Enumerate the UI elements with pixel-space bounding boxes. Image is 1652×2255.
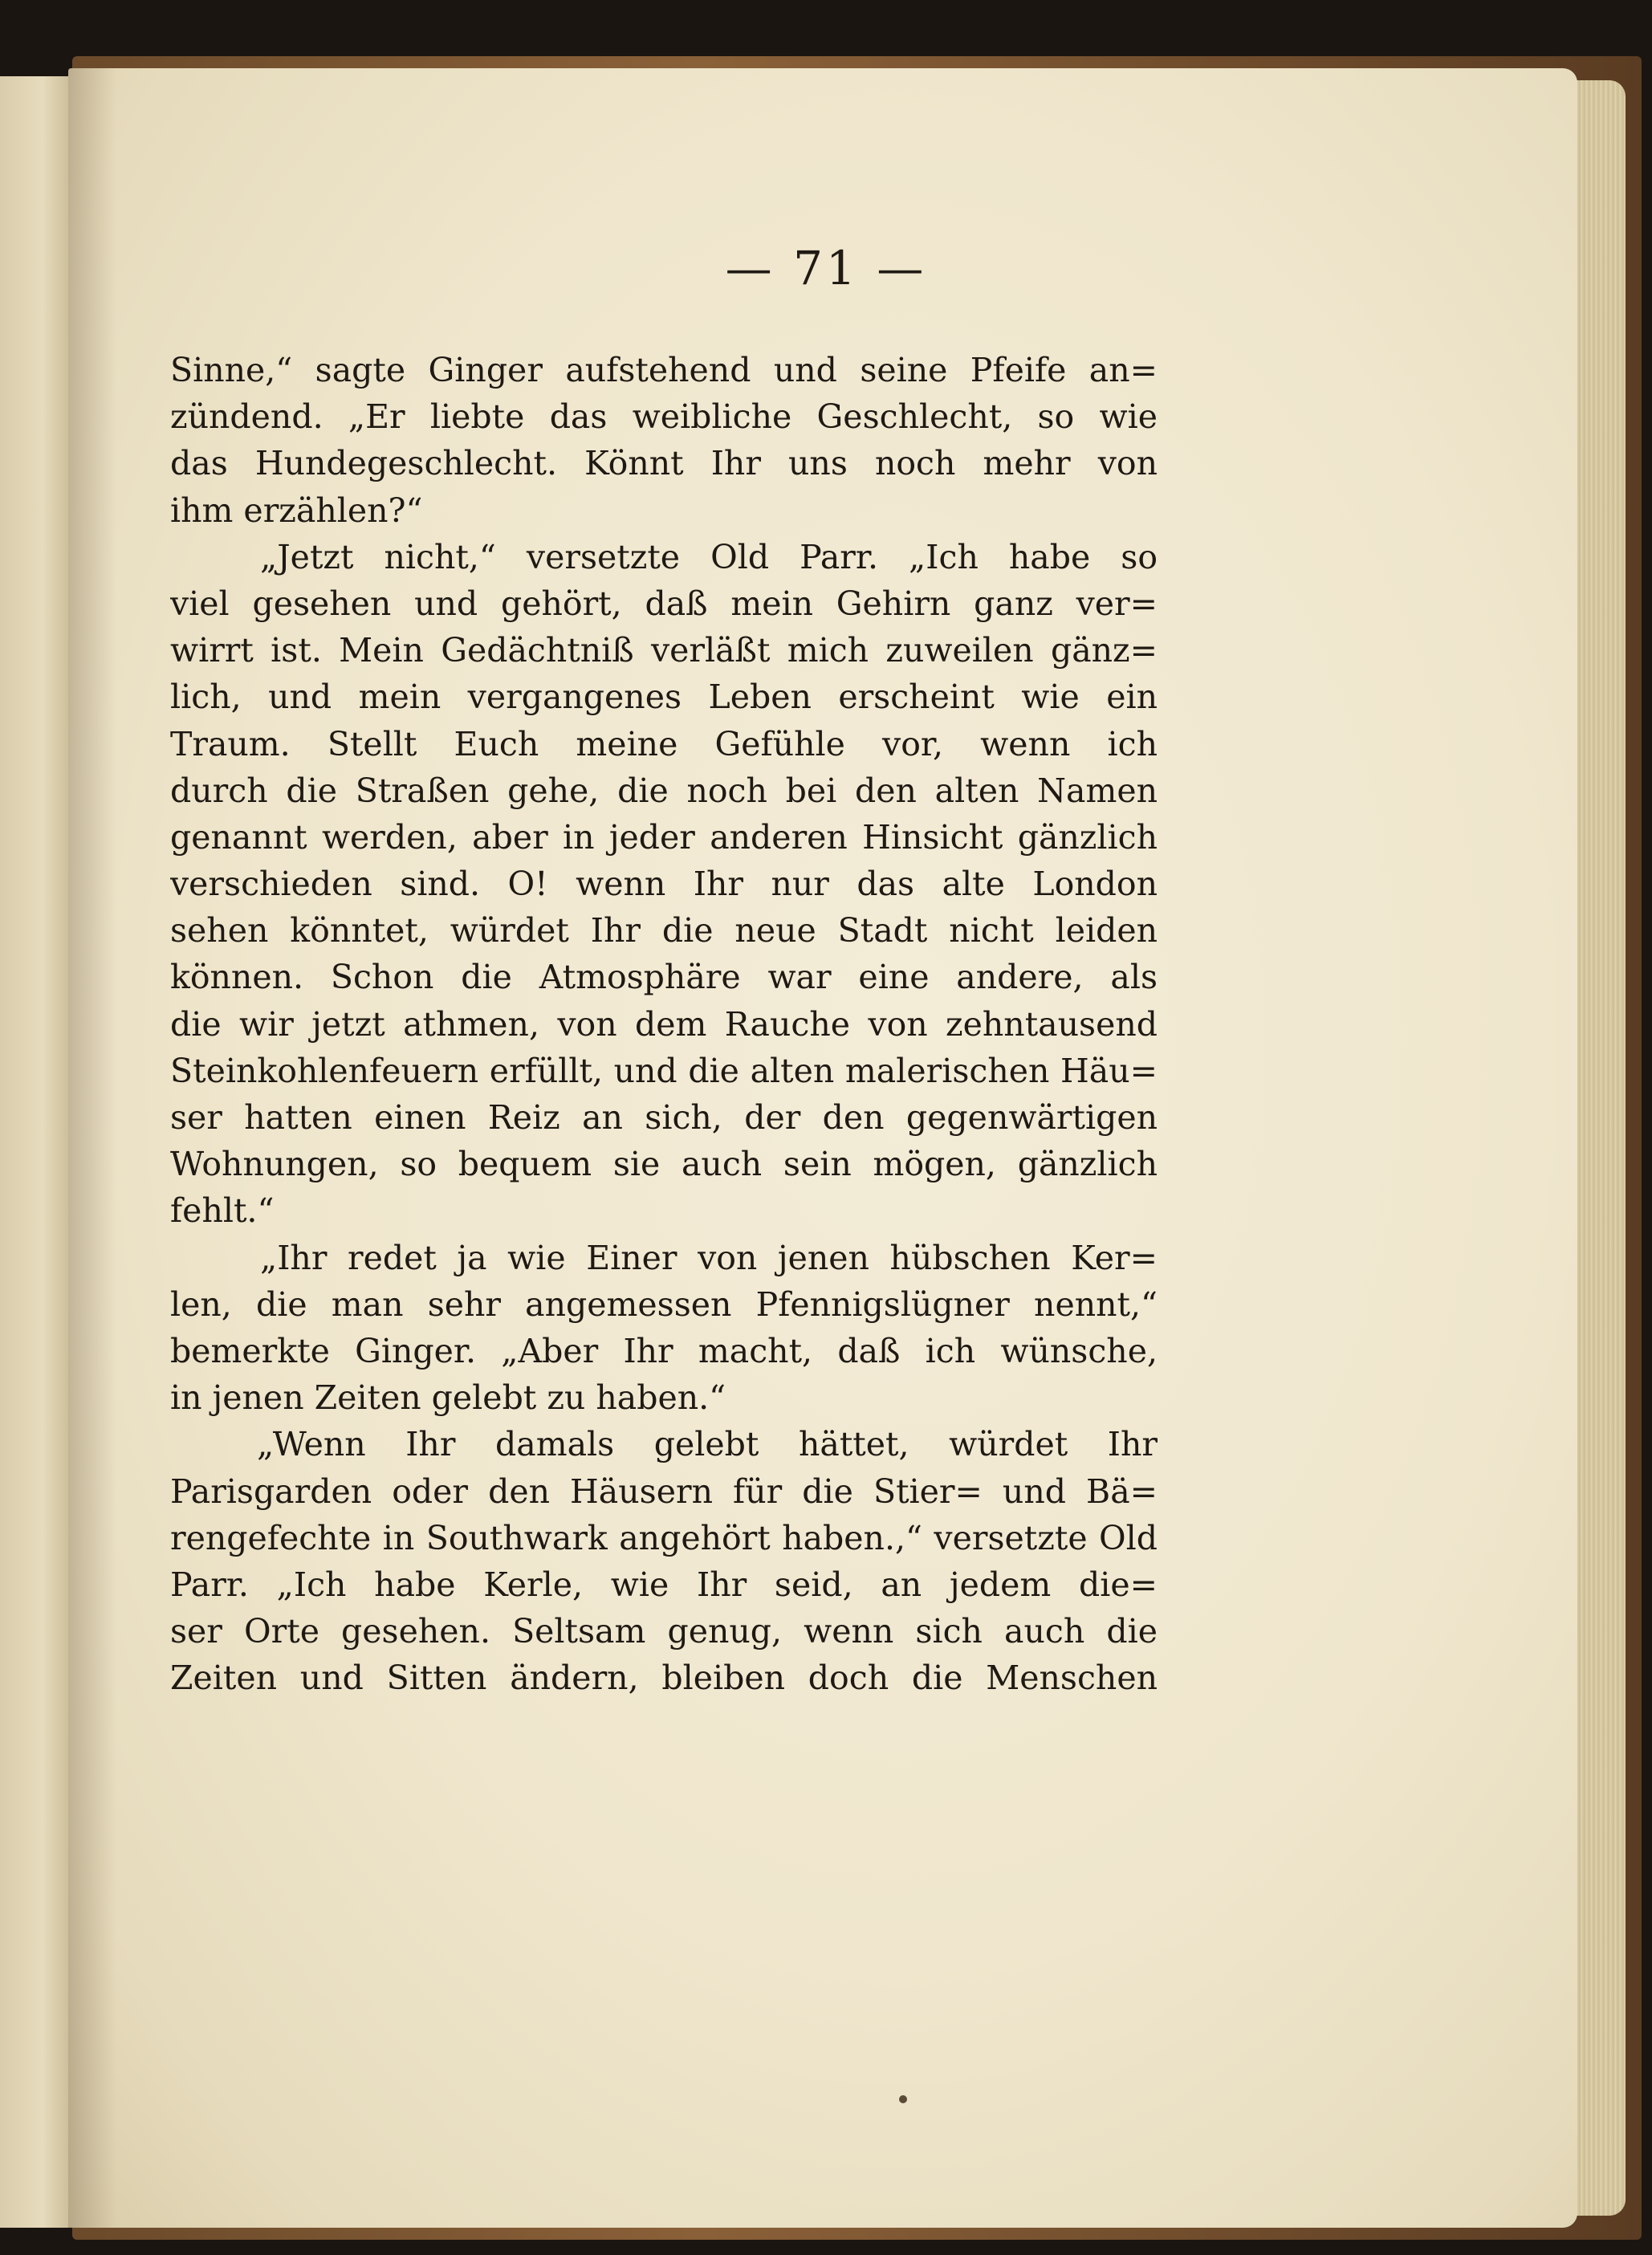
text-line: zündend. „Er liebte das weibliche Geschlecht, so wie bbox=[170, 397, 1158, 437]
text-line: das Hundegeschlecht. Könnt Ihr uns noch mehr von bbox=[170, 444, 1158, 483]
text-line: „Jetzt nicht,“ versetzte Old Parr. „Ich habe so bbox=[260, 537, 1158, 576]
page-gutter-shadow bbox=[68, 68, 116, 2228]
text-line: lich, und mein vergangenes Leben erscheint wie ein bbox=[170, 678, 1158, 717]
text-line: die wir jetzt athmen, von dem Rauche von zehntausend bbox=[170, 1004, 1158, 1044]
text-line: rengefechte in Southwark angehört haben.,“ versetzte Old bbox=[170, 1518, 1158, 1557]
body-text bbox=[170, 347, 1158, 1701]
text-line: verschieden sind. O! wenn Ihr nur das alte London bbox=[170, 865, 1158, 904]
text-line: können. Schon die Atmosphäre war eine andere, als bbox=[170, 958, 1158, 997]
page-number: — 71 — bbox=[725, 241, 927, 295]
ink-spot bbox=[899, 2095, 907, 2103]
text-line: Sinne,“ sagte Ginger aufstehend und seine Pfeife an= bbox=[170, 351, 1158, 389]
text-line: fehlt.“ bbox=[170, 1191, 275, 1231]
text-line: Traum. Stellt Euch meine Gefühle vor, wenn ich bbox=[170, 724, 1158, 763]
text-line: Parisgarden oder den Häusern für die Stier= und Bä= bbox=[170, 1471, 1158, 1511]
text-line: genannt werden, aber in jeder anderen Hinsicht gänzlich bbox=[170, 817, 1158, 857]
text-line: Steinkohlenfeuern erfüllt, und die alten malerischen Häu= bbox=[170, 1051, 1158, 1090]
text-line: „Wenn Ihr damals gelebt hättet, würdet Ihr bbox=[257, 1425, 1158, 1464]
text-line: ihm erzählen?“ bbox=[170, 490, 423, 530]
text-line: viel gesehen und gehört, daß mein Gehirn ganz ver= bbox=[170, 584, 1158, 623]
text-line: „Ihr redet ja wie Einer von jenen hübschen Ker= bbox=[260, 1238, 1158, 1277]
text-line: sehen könntet, würdet Ihr die neue Stadt nicht leiden bbox=[170, 911, 1158, 950]
text-line: ser Orte gesehen. Seltsam genug, wenn sich auch die bbox=[170, 1612, 1158, 1651]
text-line: Wohnungen, so bequem sie auch sein mögen, gänzlich bbox=[170, 1145, 1158, 1184]
text-line: bemerkte Ginger. „Aber Ihr macht, daß ich wünsche, bbox=[170, 1331, 1158, 1370]
text-line: len, die man sehr angemessen Pfennigslügner nennt,“ bbox=[170, 1284, 1158, 1324]
text-line: durch die Straßen gehe, die noch bei den alten Namen bbox=[170, 771, 1158, 810]
text-line: Parr. „Ich habe Kerle, wie Ihr seid, an jedem die= bbox=[170, 1565, 1158, 1604]
text-line: Zeiten und Sitten ändern, bleiben doch die Menschen bbox=[170, 1659, 1158, 1698]
facing-page-edge bbox=[0, 76, 71, 2228]
text-line: wirrt ist. Mein Gedächtniß verläßt mich zuweilen gänz= bbox=[170, 631, 1158, 670]
text-line: in jenen Zeiten gelebt zu haben.“ bbox=[170, 1378, 726, 1418]
text-line: ser hatten einen Reiz an sich, der den gegenwärtigen bbox=[170, 1098, 1158, 1137]
